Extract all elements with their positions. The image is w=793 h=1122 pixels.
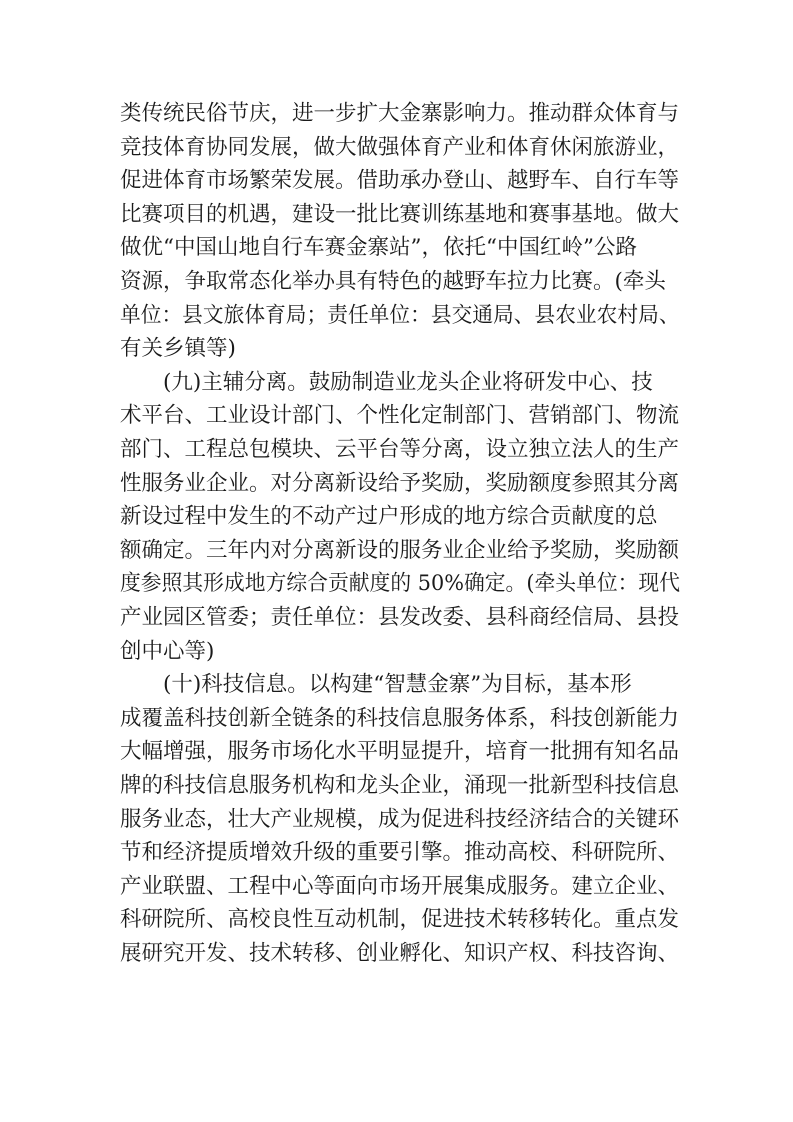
text-line: 有关乡镇等) (120, 336, 236, 361)
text-line: 术平台、工业设计部门、个性化定制部门、营销部门、物流 (120, 403, 680, 428)
text-line: 服务业态，壮大产业规模，成为促进科技经济结合的关键环 (120, 807, 680, 832)
text-line: 大幅增强，服务市场化水平明显提升，培育一批拥有知名品 (120, 739, 680, 764)
text-line: 竞技体育协同发展，做大做强体育产业和体育休闲旅游业， (120, 135, 680, 160)
text-line: 做优“中国山地自行车赛金寨站”，依托“中国红岭”公路 (120, 235, 637, 260)
text-line: 创中心等) (120, 639, 215, 664)
text-line: 新设过程中发生的不动产过户形成的地方综合贡献度的总 (120, 504, 658, 529)
text-line: 促进体育市场繁荣发展。借助承办登山、越野车、自行车等 (120, 168, 680, 193)
text-line: 产业联盟、工程中心等面向市场开展集成服务。建立企业、 (120, 874, 680, 899)
text-line: 比赛项目的机遇，建设一批比赛训练基地和赛事基地。做大 (120, 202, 680, 227)
text-line: 科研院所、高校良性互动机制，促进技术转移转化。重点发 (120, 907, 680, 932)
text-line: 节和经济提质增效升级的重要引擎。推动高校、科研院所、 (120, 840, 680, 865)
text-line: 产业园区管委；责任单位：县发改委、县科商经信局、县投 (120, 605, 680, 630)
paragraph-first-line: (十)科技信息。以构建“智慧金寨”为目标，基本形 (163, 672, 632, 697)
text-line: 成覆盖科技创新全链条的科技信息服务体系，科技创新能力 (120, 706, 680, 731)
text-line: 类传统民俗节庆，进一步扩大金寨影响力。推动群众体育与 (120, 101, 680, 126)
text-line: 资源，争取常态化举办具有特色的越野车拉力比赛。(牵头 (120, 269, 666, 294)
paragraph-first-line: (九)主辅分离。鼓励制造业龙头企业将研发中心、技 (163, 370, 653, 395)
text-line: 单位：县文旅体育局；责任单位：县交通局、县农业农村局、 (120, 303, 680, 328)
text-line: 额确定。三年内对分离新设的服务业企业给予奖励，奖励额 (120, 538, 680, 563)
text-line: 性服务业企业。对分离新设给予奖励，奖励额度参照其分离 (120, 471, 680, 496)
text-line: 度参照其形成地方综合贡献度的 50%确定。(牵头单位：现代 (120, 571, 681, 596)
text-line: 牌的科技信息服务机构和龙头企业，涌现一批新型科技信息 (120, 773, 680, 798)
text-line: 部门、工程总包模块、云平台等分离，设立独立法人的生产 (120, 437, 680, 462)
text-line: 展研究开发、技术转移、创业孵化、知识产权、科技咨询、 (120, 941, 680, 966)
